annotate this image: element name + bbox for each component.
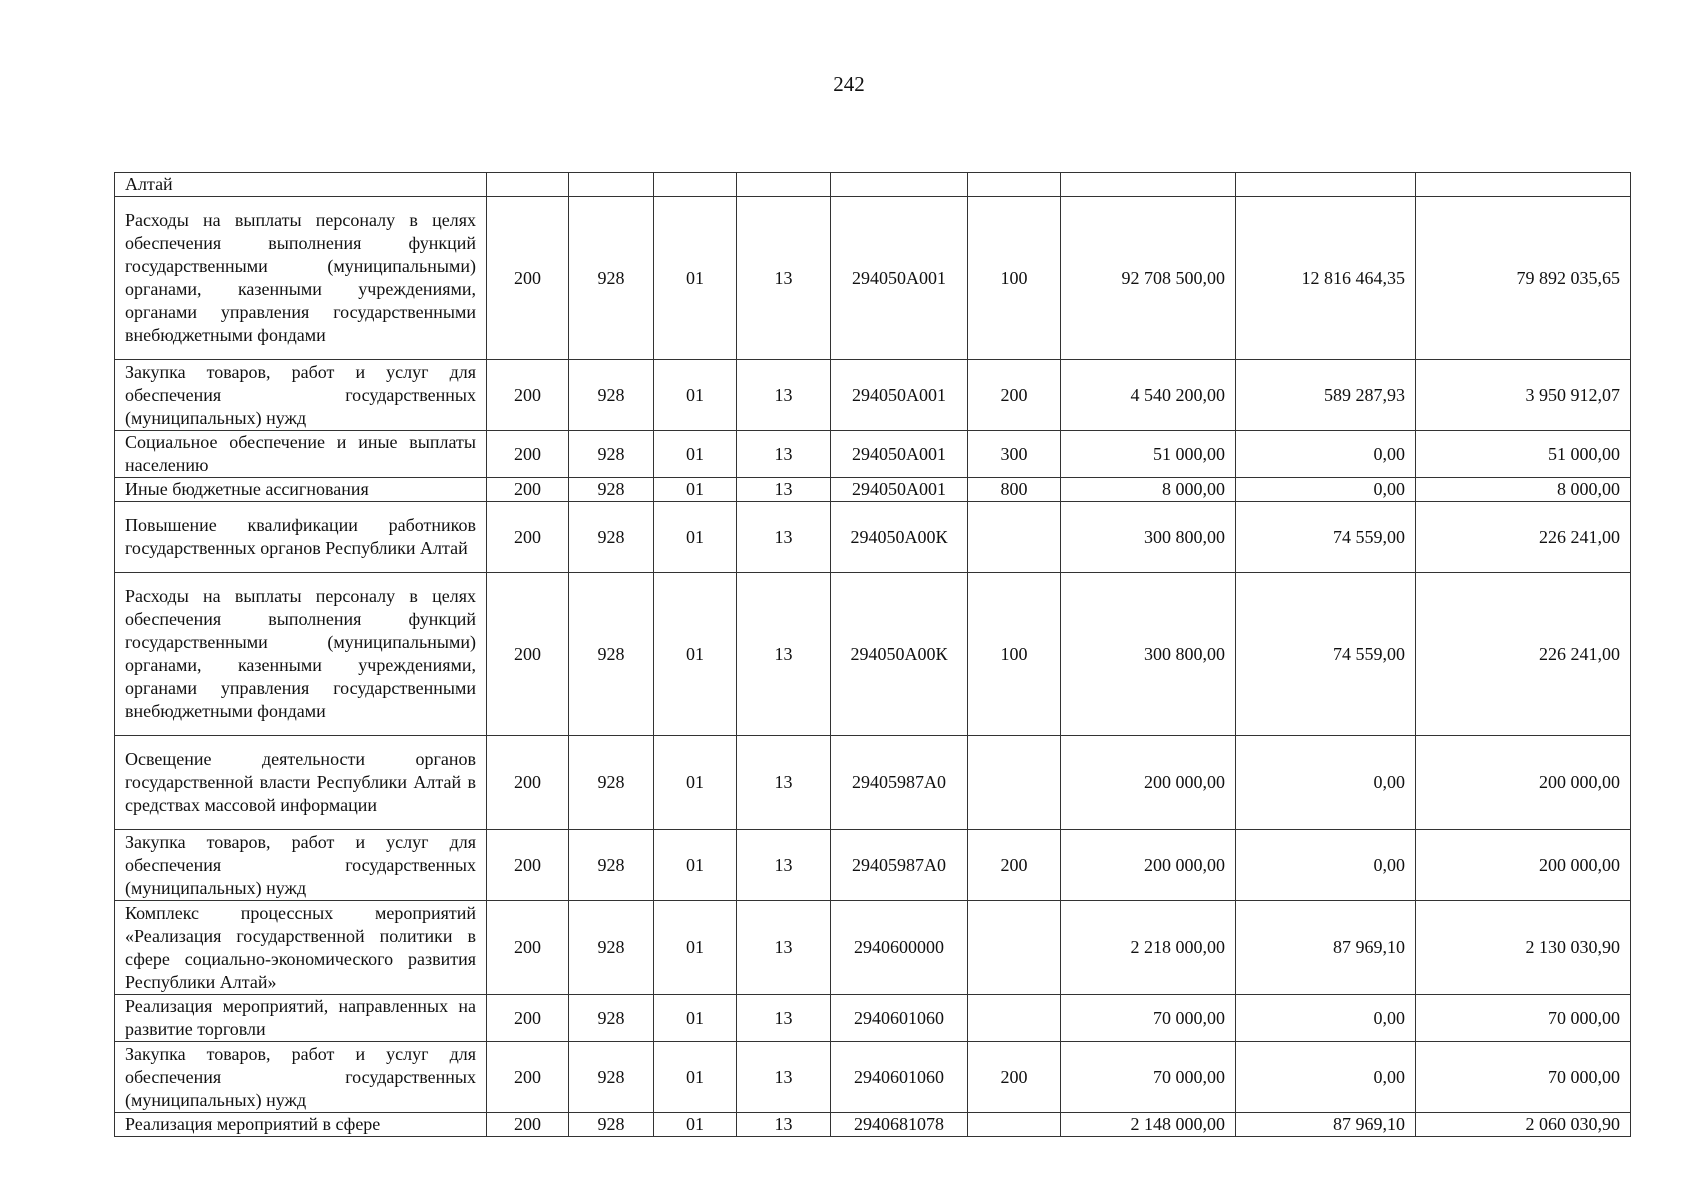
row-description: Реализация мероприятий, направленных на развитие торговли xyxy=(115,995,487,1042)
code-column-1: 200 xyxy=(487,478,569,502)
executed-amount: 12 816 464,35 xyxy=(1236,197,1416,360)
row-description: Расходы на выплаты персоналу в целях обеспечения выполнения функций государственными (муниципальными) органами, казенными учреждениями, органами управления государственными внебюджетными фондами xyxy=(115,197,487,360)
ministry-code: 928 xyxy=(569,1042,654,1113)
executed-amount: 87 969,10 xyxy=(1236,1113,1416,1137)
code-column-1: 200 xyxy=(487,1113,569,1137)
budget-table xyxy=(114,172,1631,1137)
code-column-1: 200 xyxy=(487,573,569,736)
table-row xyxy=(115,173,1631,197)
expense-type-code xyxy=(968,736,1061,830)
section-code: 01 xyxy=(654,478,737,502)
remaining-amount: 70 000,00 xyxy=(1416,995,1631,1042)
row-description: Закупка товаров, работ и услуг для обеспечения государственных (муниципальных) нужд xyxy=(115,360,487,431)
planned-amount: 92 708 500,00 xyxy=(1061,197,1236,360)
remaining-amount: 200 000,00 xyxy=(1416,736,1631,830)
code-column-1: 200 xyxy=(487,197,569,360)
ministry-code: 928 xyxy=(569,478,654,502)
expense-type-code xyxy=(968,502,1061,573)
ministry-code: 928 xyxy=(569,830,654,901)
target-article-code: 294050А001 xyxy=(831,197,968,360)
executed-amount: 0,00 xyxy=(1236,478,1416,502)
remaining-amount: 8 000,00 xyxy=(1416,478,1631,502)
section-code: 01 xyxy=(654,1042,737,1113)
subsection-code: 13 xyxy=(737,573,831,736)
code-column-1: 200 xyxy=(487,736,569,830)
planned-amount: 300 800,00 xyxy=(1061,573,1236,736)
target-article-code: 294050А001 xyxy=(831,360,968,431)
ministry-code: 928 xyxy=(569,197,654,360)
code-column-1 xyxy=(487,173,569,197)
code-column-1: 200 xyxy=(487,360,569,431)
ministry-code: 928 xyxy=(569,431,654,478)
planned-amount: 200 000,00 xyxy=(1061,830,1236,901)
remaining-amount: 200 000,00 xyxy=(1416,830,1631,901)
code-column-1: 200 xyxy=(487,502,569,573)
table-row xyxy=(115,573,1631,736)
executed-amount: 87 969,10 xyxy=(1236,901,1416,995)
row-description: Освещение деятельности органов государственной власти Республики Алтай в средствах массовой информации xyxy=(115,736,487,830)
subsection-code: 13 xyxy=(737,1042,831,1113)
remaining-amount: 2 060 030,90 xyxy=(1416,1113,1631,1137)
planned-amount: 51 000,00 xyxy=(1061,431,1236,478)
target-article-code: 2940681078 xyxy=(831,1113,968,1137)
row-description: Повышение квалификации работников государственных органов Республики Алтай xyxy=(115,502,487,573)
remaining-amount xyxy=(1416,173,1631,197)
section-code: 01 xyxy=(654,360,737,431)
subsection-code: 13 xyxy=(737,901,831,995)
remaining-amount: 226 241,00 xyxy=(1416,573,1631,736)
target-article-code: 29405987А0 xyxy=(831,736,968,830)
code-column-1: 200 xyxy=(487,995,569,1042)
executed-amount: 0,00 xyxy=(1236,431,1416,478)
remaining-amount: 79 892 035,65 xyxy=(1416,197,1631,360)
section-code: 01 xyxy=(654,573,737,736)
remaining-amount: 226 241,00 xyxy=(1416,502,1631,573)
target-article-code xyxy=(831,173,968,197)
expense-type-code xyxy=(968,1113,1061,1137)
row-description: Расходы на выплаты персоналу в целях обеспечения выполнения функций государственными (муниципальными) органами, казенными учреждениями, органами управления государственными внебюджетными фондами xyxy=(115,573,487,736)
remaining-amount: 51 000,00 xyxy=(1416,431,1631,478)
target-article-code: 294050А00К xyxy=(831,573,968,736)
row-description: Комплекс процессных мероприятий «Реализация государственной политики в сфере социально-экономического развития Республики Алтай» xyxy=(115,901,487,995)
table-row xyxy=(115,360,1631,431)
target-article-code: 2940600000 xyxy=(831,901,968,995)
expense-type-code: 200 xyxy=(968,830,1061,901)
target-article-code: 294050А001 xyxy=(831,478,968,502)
planned-amount: 2 218 000,00 xyxy=(1061,901,1236,995)
expense-type-code: 200 xyxy=(968,1042,1061,1113)
subsection-code: 13 xyxy=(737,1113,831,1137)
expense-type-code: 300 xyxy=(968,431,1061,478)
section-code: 01 xyxy=(654,1113,737,1137)
section-code: 01 xyxy=(654,431,737,478)
table-row xyxy=(115,736,1631,830)
subsection-code xyxy=(737,173,831,197)
executed-amount: 0,00 xyxy=(1236,995,1416,1042)
ministry-code: 928 xyxy=(569,995,654,1042)
subsection-code: 13 xyxy=(737,431,831,478)
section-code xyxy=(654,173,737,197)
remaining-amount: 2 130 030,90 xyxy=(1416,901,1631,995)
executed-amount: 0,00 xyxy=(1236,1042,1416,1113)
ministry-code xyxy=(569,173,654,197)
target-article-code: 294050А00К xyxy=(831,502,968,573)
ministry-code: 928 xyxy=(569,1113,654,1137)
subsection-code: 13 xyxy=(737,736,831,830)
code-column-1: 200 xyxy=(487,830,569,901)
expense-type-code xyxy=(968,901,1061,995)
expense-type-code: 800 xyxy=(968,478,1061,502)
section-code: 01 xyxy=(654,901,737,995)
code-column-1: 200 xyxy=(487,431,569,478)
subsection-code: 13 xyxy=(737,360,831,431)
table-row xyxy=(115,502,1631,573)
planned-amount: 70 000,00 xyxy=(1061,1042,1236,1113)
subsection-code: 13 xyxy=(737,502,831,573)
section-code: 01 xyxy=(654,502,737,573)
row-description: Иные бюджетные ассигнования xyxy=(115,478,487,502)
ministry-code: 928 xyxy=(569,573,654,736)
planned-amount xyxy=(1061,173,1236,197)
code-column-1: 200 xyxy=(487,1042,569,1113)
planned-amount: 70 000,00 xyxy=(1061,995,1236,1042)
ministry-code: 928 xyxy=(569,502,654,573)
expense-type-code xyxy=(968,173,1061,197)
table-row xyxy=(115,1113,1631,1137)
table-row xyxy=(115,1042,1631,1113)
code-column-1: 200 xyxy=(487,901,569,995)
executed-amount xyxy=(1236,173,1416,197)
executed-amount: 74 559,00 xyxy=(1236,573,1416,736)
executed-amount: 589 287,93 xyxy=(1236,360,1416,431)
subsection-code: 13 xyxy=(737,478,831,502)
table-row xyxy=(115,901,1631,995)
expense-type-code: 100 xyxy=(968,197,1061,360)
section-code: 01 xyxy=(654,736,737,830)
table-row xyxy=(115,431,1631,478)
row-description: Алтай xyxy=(115,173,487,197)
planned-amount: 4 540 200,00 xyxy=(1061,360,1236,431)
section-code: 01 xyxy=(654,830,737,901)
row-description: Закупка товаров, работ и услуг для обеспечения государственных (муниципальных) нужд xyxy=(115,1042,487,1113)
subsection-code: 13 xyxy=(737,995,831,1042)
planned-amount: 300 800,00 xyxy=(1061,502,1236,573)
table-row xyxy=(115,478,1631,502)
executed-amount: 74 559,00 xyxy=(1236,502,1416,573)
planned-amount: 8 000,00 xyxy=(1061,478,1236,502)
target-article-code: 2940601060 xyxy=(831,1042,968,1113)
row-description: Социальное обеспечение и иные выплаты населению xyxy=(115,431,487,478)
table-row xyxy=(115,830,1631,901)
section-code: 01 xyxy=(654,995,737,1042)
executed-amount: 0,00 xyxy=(1236,830,1416,901)
remaining-amount: 3 950 912,07 xyxy=(1416,360,1631,431)
page-number: 242 xyxy=(833,72,865,96)
planned-amount: 2 148 000,00 xyxy=(1061,1113,1236,1137)
expense-type-code: 100 xyxy=(968,573,1061,736)
remaining-amount: 70 000,00 xyxy=(1416,1042,1631,1113)
target-article-code: 294050А001 xyxy=(831,431,968,478)
subsection-code: 13 xyxy=(737,197,831,360)
row-description: Закупка товаров, работ и услуг для обеспечения государственных (муниципальных) нужд xyxy=(115,830,487,901)
ministry-code: 928 xyxy=(569,736,654,830)
expense-type-code: 200 xyxy=(968,360,1061,431)
section-code: 01 xyxy=(654,197,737,360)
executed-amount: 0,00 xyxy=(1236,736,1416,830)
subsection-code: 13 xyxy=(737,830,831,901)
expense-type-code xyxy=(968,995,1061,1042)
target-article-code: 2940601060 xyxy=(831,995,968,1042)
table-row xyxy=(115,995,1631,1042)
ministry-code: 928 xyxy=(569,901,654,995)
table-row xyxy=(115,197,1631,360)
target-article-code: 29405987А0 xyxy=(831,830,968,901)
planned-amount: 200 000,00 xyxy=(1061,736,1236,830)
ministry-code: 928 xyxy=(569,360,654,431)
row-description: Реализация мероприятий в сфере xyxy=(115,1113,487,1137)
